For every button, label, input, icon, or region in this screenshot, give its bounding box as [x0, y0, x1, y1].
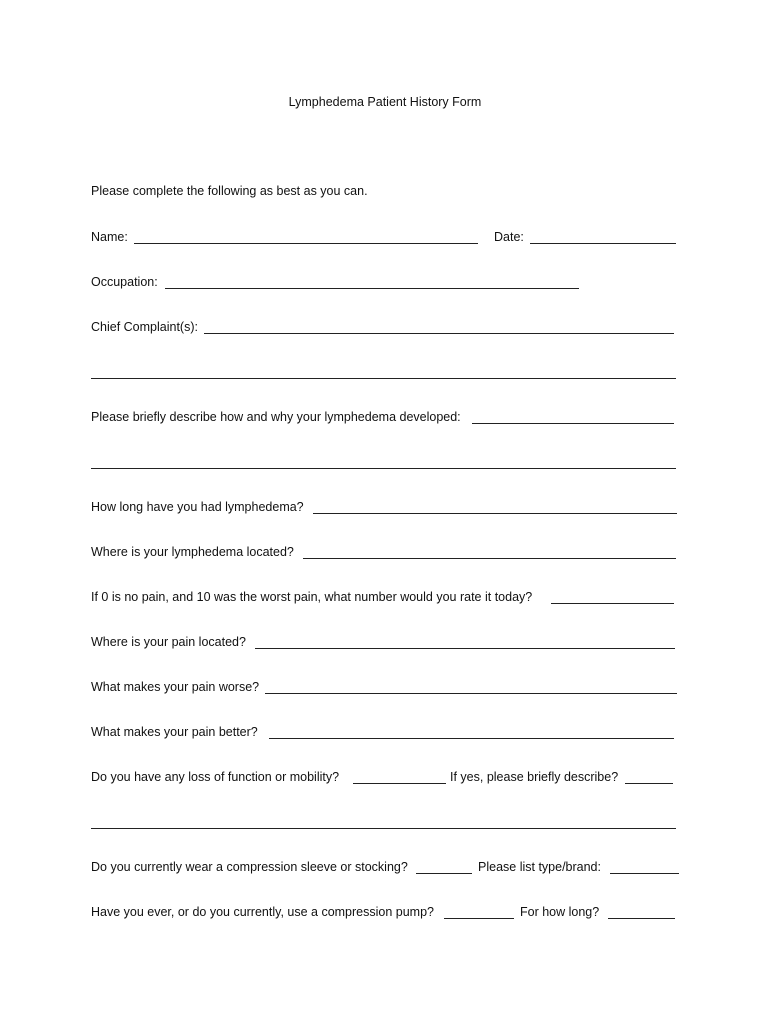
- form-title: Lymphedema Patient History Form: [288, 95, 482, 109]
- compression-pump-field[interactable]: [444, 918, 514, 919]
- how-long-pump-label: For how long?: [520, 905, 600, 919]
- describe-development-field-continued[interactable]: [91, 468, 676, 469]
- how-long-label: How long have you had lymphedema?: [91, 500, 304, 514]
- how-long-pump-field[interactable]: [608, 918, 675, 919]
- loss-describe-label: If yes, please briefly describe?: [450, 770, 619, 784]
- type-brand-label: Please list type/brand:: [478, 860, 601, 874]
- loss-function-label: Do you have any loss of function or mobility?: [91, 770, 340, 784]
- chief-complaint-field[interactable]: [204, 333, 674, 334]
- compression-pump-label: Have you ever, or do you currently, use a compression pump?: [91, 905, 434, 919]
- loss-function-field[interactable]: [353, 783, 446, 784]
- pain-rating-label: If 0 is no pain, and 10 was the worst pain, what number would you rate it today?: [91, 590, 533, 604]
- loss-describe-field[interactable]: [625, 783, 673, 784]
- location-label: Where is your lymphedema located?: [91, 545, 294, 559]
- how-long-field[interactable]: [313, 513, 677, 514]
- pain-location-label: Where is your pain located?: [91, 635, 246, 649]
- pain-better-label: What makes your pain better?: [91, 725, 258, 739]
- chief-complaint-label: Chief Complaint(s):: [91, 320, 198, 334]
- date-label: Date:: [494, 230, 524, 244]
- chief-complaint-field-continued[interactable]: [91, 378, 676, 379]
- describe-development-label: Please briefly describe how and why your lymphedema developed:: [91, 410, 461, 424]
- loss-describe-field-continued[interactable]: [91, 828, 676, 829]
- compression-sleeve-label: Do you currently wear a compression sleeve or stocking?: [91, 860, 408, 874]
- pain-worse-field[interactable]: [265, 693, 677, 694]
- date-field[interactable]: [530, 243, 676, 244]
- pain-location-field[interactable]: [255, 648, 675, 649]
- type-brand-field[interactable]: [610, 873, 679, 874]
- location-field[interactable]: [303, 558, 676, 559]
- occupation-label: Occupation:: [91, 275, 158, 289]
- pain-rating-field[interactable]: [551, 603, 674, 604]
- name-label: Name:: [91, 230, 128, 244]
- pain-better-field[interactable]: [269, 738, 674, 739]
- compression-sleeve-field[interactable]: [416, 873, 472, 874]
- describe-development-field[interactable]: [472, 423, 674, 424]
- pain-worse-label: What makes your pain worse?: [91, 680, 260, 694]
- occupation-field[interactable]: [165, 288, 579, 289]
- name-field[interactable]: [134, 243, 478, 244]
- intro-text: Please complete the following as best as you can.: [91, 184, 368, 198]
